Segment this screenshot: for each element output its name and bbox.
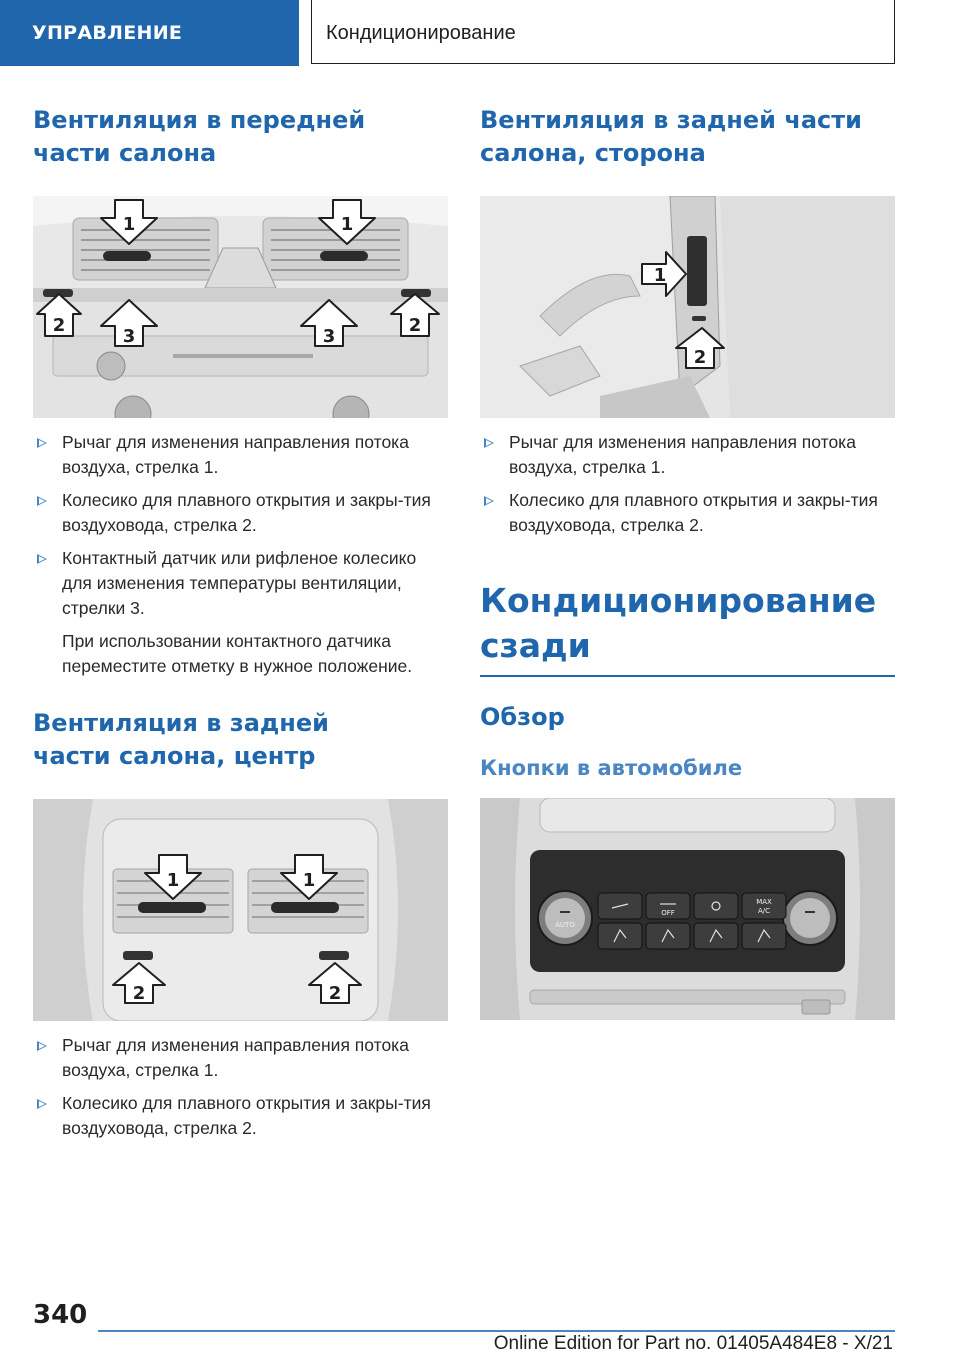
page-number: 340 <box>33 1300 88 1330</box>
section-tab: УПРАВЛЕНИЕ <box>0 0 299 66</box>
bullet-triangle-icon <box>37 496 47 506</box>
footer-edition: Online Edition for Part no. 01405A484E8 - X/21 <box>493 1333 893 1354</box>
right-column <box>480 104 895 1020</box>
heading-rear-side-ventilation: Вентиляция в задней части салона, сторона <box>480 106 862 167</box>
rear-side-vent-list <box>480 430 895 538</box>
list-item: Рычаг для изменения направления потока воздуха, стрелка 1. <box>33 430 448 480</box>
callout-3a: 3 <box>122 326 136 347</box>
heading-front-ventilation: Вентиляция в передней части салона <box>33 106 366 167</box>
list-item: Контактный датчик или рифленое колесико для изменения температуры вентиляции, стрелки 3. <box>33 546 448 621</box>
front-vents-figure <box>33 196 448 418</box>
rear-center-vents-illustration <box>33 799 448 1021</box>
list-item: Колесико для плавного открытия и закры-тия воздуховода, стрелка 2. <box>33 1091 448 1141</box>
heading-rear-air-conditioning: Кондиционирование сзади <box>480 581 877 665</box>
callout-2b: 2 <box>328 983 342 1004</box>
bullet-triangle-icon <box>37 438 47 448</box>
bullet-triangle-icon <box>484 438 494 448</box>
rear-ac-panel-illustration <box>480 798 895 1020</box>
bullet-triangle-icon <box>37 1041 47 1051</box>
max-label: MAX <box>756 897 772 906</box>
rear-center-vent-list <box>33 1033 448 1141</box>
bullet-triangle-icon <box>37 1099 47 1109</box>
callout-2b: 2 <box>408 315 422 336</box>
callout-3b: 3 <box>322 326 336 347</box>
callout-2a: 2 <box>52 315 66 336</box>
footer-divider <box>98 1330 895 1332</box>
chapter-title: Кондиционирование <box>311 0 895 64</box>
front-vents-illustration <box>33 196 448 418</box>
callout-1b: 1 <box>340 214 354 235</box>
callout-1: 1 <box>653 265 667 286</box>
rear-side-vents-illustration <box>480 196 895 418</box>
list-item: Рычаг для изменения направления потока воздуха, стрелка 1. <box>480 430 895 480</box>
rear-side-vents-figure <box>480 196 895 418</box>
bullet-triangle-icon <box>484 496 494 506</box>
heading-overview: Обзор <box>480 702 565 731</box>
heading-buttons-in-vehicle: Кнопки в автомобиле <box>480 755 743 780</box>
rear-ac-panel-figure <box>480 798 895 1020</box>
list-item: Колесико для плавного открытия и закры-тия воздуховода, стрелка 2. <box>33 488 448 538</box>
ac-label: A/C <box>757 906 771 915</box>
list-item: Рычаг для изменения направления потока воздуха, стрелка 1. <box>33 1033 448 1083</box>
front-vent-list <box>33 430 448 621</box>
callout-2a: 2 <box>132 983 146 1004</box>
front-vent-note: При использовании контактного датчика переместите отметку в нужное положение. <box>62 631 413 676</box>
section-divider <box>480 675 895 677</box>
callout-1a: 1 <box>166 870 180 891</box>
heading-rear-center-ventilation: Вентиляция в задней части салона, центр <box>33 709 329 770</box>
callout-1a: 1 <box>122 214 136 235</box>
left-column <box>33 104 448 1149</box>
callout-1b: 1 <box>302 870 316 891</box>
callout-2: 2 <box>693 347 707 368</box>
off-label: OFF <box>661 908 675 917</box>
list-item: Колесико для плавного открытия и закры-тия воздуховода, стрелка 2. <box>480 488 895 538</box>
auto-label: AUTO <box>555 920 575 929</box>
bullet-triangle-icon <box>37 554 47 564</box>
rear-center-vents-figure <box>33 799 448 1021</box>
